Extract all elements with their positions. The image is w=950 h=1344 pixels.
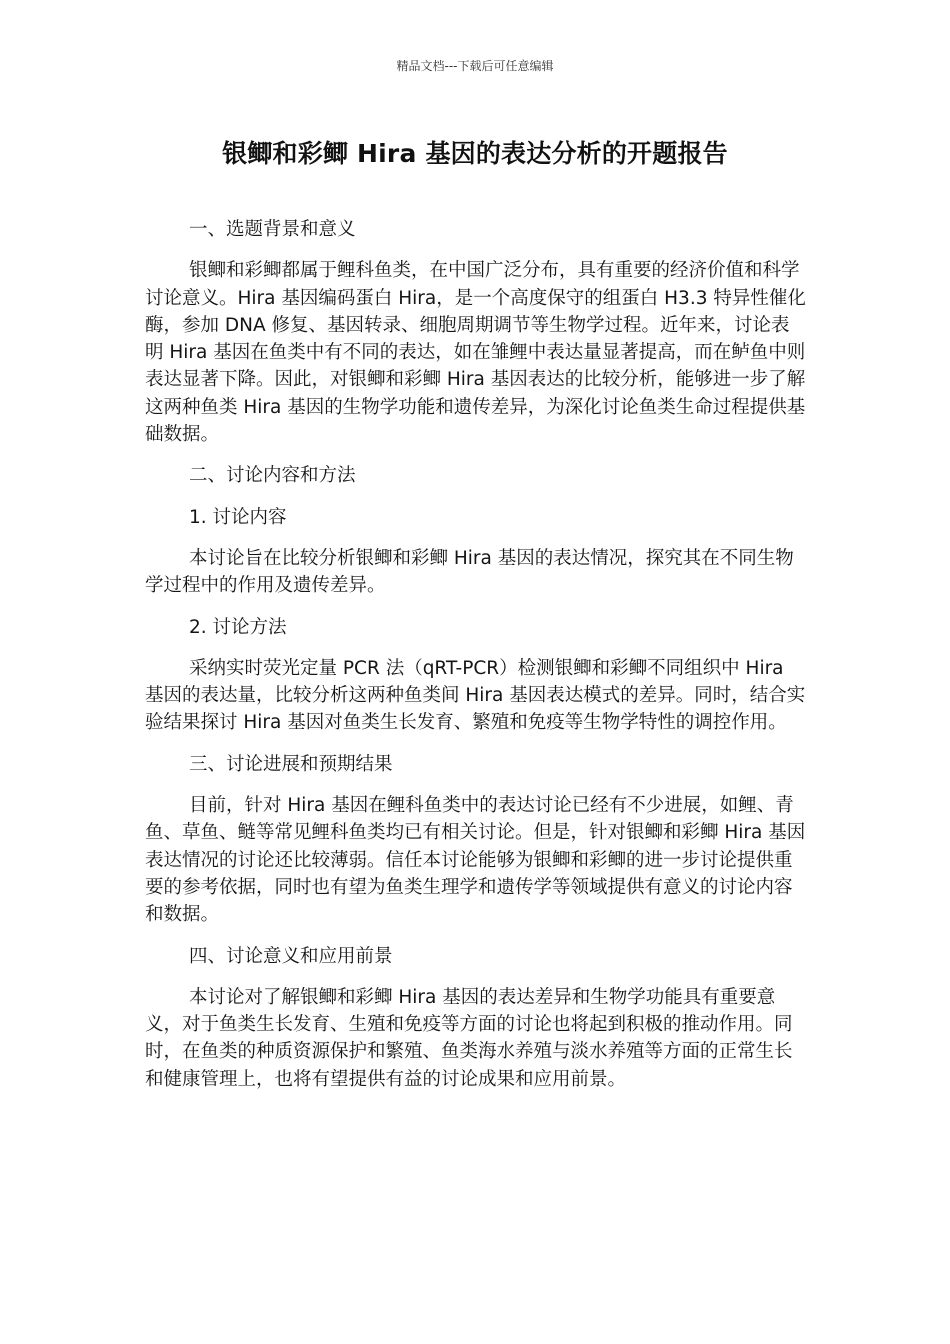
subheading-content: 1. 讨论内容 bbox=[189, 506, 287, 528]
section-heading-significance: 四、讨论意义和应用前景 bbox=[189, 945, 393, 967]
paragraph-background: 银鲫和彩鲫都属于鲤科鱼类，在中国广泛分布，具有重要的经济价值和科学讨论意义。Hira 基因编码蛋白 Hira，是一个高度保守的组蛋白 H3.3 特异性催化酶，参加 DNA 修复、基因转录、细胞周期调节等生物学过程。近年来，讨论表明 Hira 基因在鱼类中有不同的表达，如在雏鲤中表达量显著提高，而在鲈鱼中则表达显著下降。因此，对银鲫和彩鲫 Hira 基因表达的比较分析，能够进一步了解这两种鱼类 Hira 基因的生物学功能和遗传差异，为深化讨论鱼类生命过程提供基础数据。 bbox=[145, 260, 806, 446]
page-header-note: 精品文档---下载后可任意编辑 bbox=[396, 59, 554, 73]
paragraph-content: 本讨论旨在比较分析银鲫和彩鲫 Hira 基因的表达情况，探究其在不同生物学过程中的作用及遗传差异。 bbox=[145, 547, 794, 597]
paragraph-progress-results: 目前，针对 Hira 基因在鲤科鱼类中的表达讨论已经有不少进展，如鲤、青鱼、草鱼、鲢等常见鲤科鱼类均已有相关讨论。但是，针对银鲫和彩鲫 Hira 基因表达情况的讨论还比较薄弱。信任本讨论能够为银鲫和彩鲫的进一步讨论提供重要的参考依据，同时也有望为鱼类生理学和遗传学等领域提供有意义的讨论内容和数据。 bbox=[145, 795, 806, 926]
section-heading-content-methods: 二、讨论内容和方法 bbox=[189, 465, 356, 487]
paragraph-methods: 采纳实时荧光定量 PCR 法（qRT-PCR）检测银鲫和彩鲫不同组织中 Hira 基因的表达量，比较分析这两种鱼类间 Hira 基因表达模式的差异。同时，结合实验结果探讨 Hira 基因对鱼类生长发育、繁殖和免疫等生物学特性的调控作用。 bbox=[145, 657, 806, 734]
document-title: 银鲫和彩鲫 Hira 基因的表达分析的开题报告 bbox=[222, 139, 728, 168]
paragraph-significance: 本讨论对了解银鲫和彩鲫 Hira 基因的表达差异和生物学功能具有重要意义，对于鱼类生长发育、生殖和免疫等方面的讨论也将起到积极的推动作用。同时，在鱼类的种质资源保护和繁殖、鱼类海水养殖与淡水养殖等方面的正常生长和健康管理上，也将有望提供有益的讨论成果和应用前景。 bbox=[145, 986, 793, 1090]
subheading-methods: 2. 讨论方法 bbox=[189, 616, 287, 638]
section-heading-progress-results: 三、讨论进展和预期结果 bbox=[189, 753, 393, 775]
document-body bbox=[145, 216, 807, 1107]
section-heading-background: 一、选题背景和意义 bbox=[189, 219, 356, 240]
